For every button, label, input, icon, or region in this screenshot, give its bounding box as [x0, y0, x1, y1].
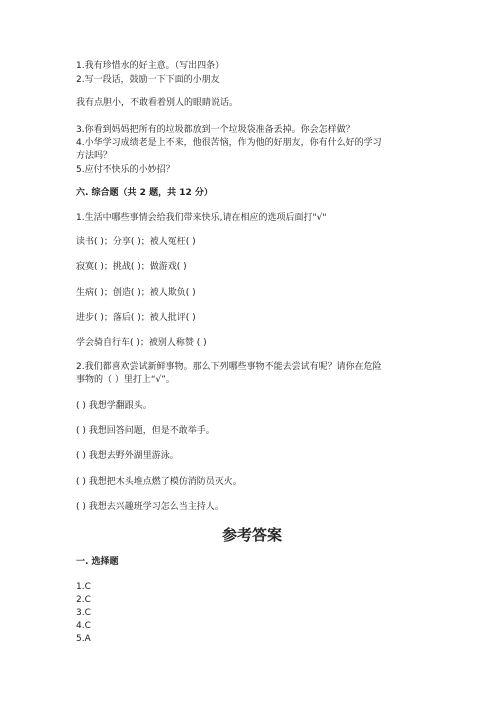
- option-item: ( ) 我想去野外湖里游泳。: [76, 451, 179, 461]
- question-1: 1.我有珍惜水的好主意。（写出四条）: [76, 61, 225, 71]
- answer-item: 2.C: [76, 595, 91, 605]
- choice-row: 学会骑自行车( )；被别人称赞 ( ): [76, 338, 207, 348]
- question-4-line1: 4.小华学习成绩老是上不来，他很苦恼，作为他的好朋友，你有什么好的学习: [76, 138, 382, 148]
- choice-row: 生病( )；创造( )；被人欺负( ): [76, 288, 196, 298]
- question-5: 5.应付不快乐的小妙招？: [76, 165, 175, 175]
- choice-row: 寂寞( )；挑战( )；做游戏( ): [76, 262, 187, 272]
- question-2-prompt: 我有点胆小，不敢看着别人的眼睛说话。: [76, 98, 239, 108]
- option-item: ( ) 我想去兴趣班学习怎么当主持人。: [76, 502, 224, 512]
- composite-question-2-line2: 事物的（ ）里打上“√”。: [76, 375, 175, 385]
- answer-item: 5.A: [76, 634, 91, 644]
- answer-item: 4.C: [76, 621, 91, 631]
- answer-item: 1.C: [76, 582, 91, 592]
- question-4-line2: 方法吗？: [76, 151, 113, 161]
- composite-question-2-line1: 2.我们都喜欢尝试新鲜事物。那么下列哪些事物不能去尝试有呢？请你在危险: [76, 362, 382, 372]
- question-3: 3.你看到妈妈把所有的垃圾都放到一个垃圾袋准备丢掉。你会怎样做？: [76, 125, 355, 135]
- option-item: ( ) 我想学翻跟头。: [76, 401, 152, 411]
- answers-title: 参考答案: [222, 526, 283, 544]
- choice-row: 进步( )；落后( )；被人批评( ): [76, 313, 196, 323]
- question-2: 2.写一段话，鼓励一下下面的小朋友: [76, 75, 220, 85]
- option-item: ( ) 我想把木头堆点燃了模仿消防员灭火。: [76, 477, 242, 487]
- composite-question-1: 1.生活中哪些事情会给我们带来快乐,请在相应的选项后面打"√": [76, 213, 327, 223]
- choice-row: 读书( )；分享( )；被人冤枉( ): [76, 237, 196, 247]
- option-item: ( ) 我想回答问题，但是不敢举手。: [76, 426, 215, 436]
- answer-item: 3.C: [76, 608, 91, 618]
- section-heading: 六. 综合题（共 2 题，共 12 分）: [76, 188, 213, 198]
- answers-heading: 一. 选择题: [76, 557, 119, 567]
